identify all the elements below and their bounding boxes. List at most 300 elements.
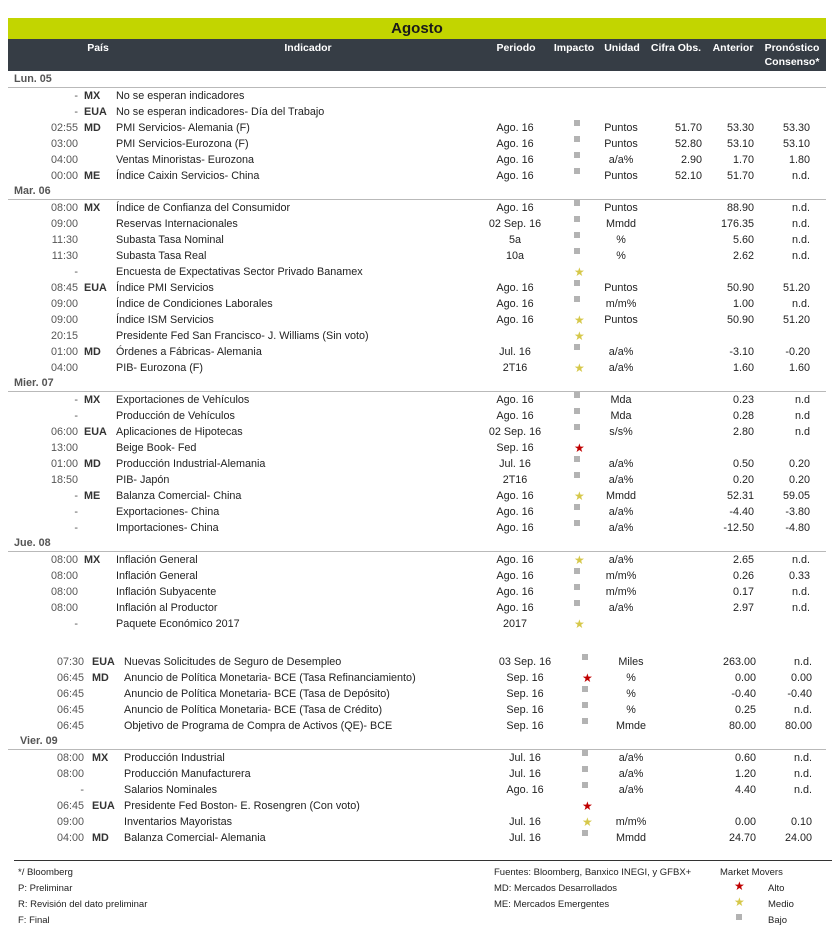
time-cell: 13:00 <box>50 442 78 454</box>
previous-cell: 51.70 <box>726 170 754 182</box>
time-cell: 06:45 <box>56 704 84 716</box>
table-row <box>8 750 826 766</box>
indicator-cell: Producción Manufacturera <box>124 768 251 780</box>
time-cell: - <box>74 394 78 406</box>
table-row <box>8 600 826 616</box>
unit-cell: a/a% <box>608 522 634 534</box>
time-cell: 07:30 <box>56 656 84 668</box>
header-pais: País <box>87 42 109 54</box>
indicator-cell: Inflación General <box>116 570 198 582</box>
note-bloomberg: */ Bloomberg <box>18 867 73 878</box>
forecast-cell: n.d <box>794 410 810 422</box>
indicator-cell: Ventas Minoristas- Eurozona <box>116 154 255 166</box>
period-cell: Jul. 16 <box>499 458 531 470</box>
previous-cell: -0.40 <box>731 688 756 700</box>
square-bajo-icon <box>574 584 580 590</box>
forecast-cell: 51.20 <box>782 314 810 326</box>
header-impacto: Impacto <box>553 42 595 54</box>
square-bajo-icon <box>574 408 580 414</box>
square-bajo-icon <box>574 392 580 398</box>
square-bajo-icon <box>574 600 580 606</box>
unit-cell: Mmdd <box>606 490 636 502</box>
time-cell: - <box>74 506 78 518</box>
star-medio-icon: ★ <box>574 313 585 327</box>
source-md: MD: Mercados Desarrollados <box>494 883 618 894</box>
period-cell: Jul. 16 <box>509 816 541 828</box>
period-cell: Jul. 16 <box>509 768 541 780</box>
period-cell: Ago. 16 <box>496 554 534 566</box>
country-cell: MD <box>84 346 101 358</box>
time-cell: 08:00 <box>50 202 78 214</box>
unit-cell: Mmde <box>616 720 646 732</box>
time-cell: 04:00 <box>50 362 78 374</box>
forecast-cell: n.d. <box>791 234 810 246</box>
previous-cell: 2.97 <box>732 602 754 614</box>
header-periodo: Periodo <box>496 42 536 54</box>
period-cell: Sep. 16 <box>496 442 534 454</box>
previous-cell: 80.00 <box>728 720 756 732</box>
unit-cell: % <box>626 704 636 716</box>
time-cell: 04:00 <box>50 154 78 166</box>
forecast-cell: n.d. <box>793 752 812 764</box>
period-cell: 10a <box>505 250 524 262</box>
table-row <box>8 344 826 360</box>
unit-cell: a/a% <box>608 362 634 374</box>
country-cell: MX <box>84 394 101 406</box>
table-row <box>8 248 826 264</box>
indicator-cell: PMI Servicios-Eurozona (F) <box>116 138 249 150</box>
period-cell: Ago. 16 <box>506 784 544 796</box>
indicator-cell: Producción Industrial-Alemania <box>116 458 266 470</box>
time-cell: 09:00 <box>50 298 78 310</box>
legend-alto-label: Alto <box>768 883 785 894</box>
star-medio-icon: ★ <box>574 489 585 503</box>
unit-cell: Miles <box>618 656 644 668</box>
unit-cell: a/a% <box>618 768 644 780</box>
observed-cell: 52.80 <box>674 138 702 150</box>
time-cell: - <box>74 618 78 630</box>
square-bajo-icon <box>574 504 580 510</box>
forecast-cell: 24.00 <box>784 832 812 844</box>
header-unidad: Unidad <box>604 42 640 54</box>
day-header: Jue. 08 <box>8 536 826 552</box>
day-header: Vier. 09 <box>8 734 826 750</box>
square-bajo-icon <box>582 750 588 756</box>
time-cell: 09:00 <box>50 314 78 326</box>
previous-cell: 0.00 <box>734 672 756 684</box>
indicator-cell: Aplicaciones de Hipotecas <box>116 426 243 438</box>
table-row <box>8 104 826 120</box>
indicator-cell: Índice Caixin Servicios- China <box>116 170 260 182</box>
time-cell: 20:15 <box>50 330 78 342</box>
forecast-cell: 51.20 <box>782 282 810 294</box>
square-bajo-icon <box>574 152 580 158</box>
time-cell: - <box>74 490 78 502</box>
previous-cell: 1.00 <box>732 298 754 310</box>
square-bajo-icon <box>574 280 580 286</box>
period-cell: Ago. 16 <box>496 506 534 518</box>
indicator-cell: Balanza Comercial- Alemania <box>124 832 266 844</box>
forecast-cell: -0.20 <box>785 346 810 358</box>
period-cell: 02 Sep. 16 <box>488 218 542 230</box>
unit-cell: m/m% <box>605 298 637 310</box>
unit-cell: a/a% <box>608 154 634 166</box>
country-cell: ME <box>84 490 101 502</box>
table-row <box>8 488 826 504</box>
previous-cell: 50.90 <box>726 314 754 326</box>
table-row <box>8 616 826 632</box>
unit-cell: % <box>626 672 636 684</box>
square-bajo-icon <box>574 472 580 478</box>
square-bajo-icon <box>574 200 580 206</box>
previous-cell: 2.65 <box>732 554 754 566</box>
previous-cell: 0.50 <box>732 458 754 470</box>
table-row <box>8 766 826 782</box>
indicator-cell: PMI Servicios- Alemania (F) <box>116 122 250 134</box>
table-row <box>8 568 826 584</box>
indicator-cell: Inventarios Mayoristas <box>124 816 233 828</box>
table-row <box>8 702 826 718</box>
period-cell: Sep. 16 <box>506 672 544 684</box>
unit-cell: Puntos <box>604 138 638 150</box>
previous-cell: 53.10 <box>726 138 754 150</box>
square-bajo-icon <box>574 248 580 254</box>
forecast-cell: -0.40 <box>787 688 812 700</box>
star-medio-icon: ★ <box>574 361 585 375</box>
unit-cell: m/m% <box>615 816 647 828</box>
table-row <box>8 312 826 328</box>
table-row <box>8 200 826 216</box>
indicator-cell: Anuncio de Política Monetaria- BCE (Tasa de Crédito) <box>124 704 383 716</box>
unit-cell: a/a% <box>618 752 644 764</box>
indicator-cell: Subasta Tasa Real <box>116 250 207 262</box>
forecast-cell: 0.33 <box>788 570 810 582</box>
period-cell: 2T16 <box>502 362 528 374</box>
period-cell: Ago. 16 <box>496 138 534 150</box>
square-bajo-icon <box>582 830 588 836</box>
forecast-cell: n.d <box>794 394 810 406</box>
square-bajo-icon <box>574 520 580 526</box>
forecast-cell: 1.60 <box>788 362 810 374</box>
time-cell: 18:50 <box>50 474 78 486</box>
indicator-cell: Balanza Comercial- China <box>116 490 242 502</box>
indicator-cell: Inflación al Productor <box>116 602 218 614</box>
indicator-cell: Órdenes a Fábricas- Alemania <box>116 346 262 358</box>
forecast-cell: 80.00 <box>784 720 812 732</box>
table-row <box>8 360 826 376</box>
time-cell: 08:00 <box>56 752 84 764</box>
time-cell: 11:30 <box>51 250 78 262</box>
indicator-cell: Presidente Fed Boston- E. Rosengren (Con voto) <box>124 800 360 812</box>
legend-medio-label: Medio <box>768 899 794 910</box>
forecast-cell: 53.30 <box>782 122 810 134</box>
unit-cell: m/m% <box>605 570 637 582</box>
unit-cell: % <box>626 688 636 700</box>
legend-star-medio-icon: ★ <box>734 895 745 909</box>
previous-cell: 0.28 <box>732 410 754 422</box>
table-row <box>8 328 826 344</box>
previous-cell: 4.40 <box>734 784 756 796</box>
unit-cell: % <box>616 234 626 246</box>
table-row <box>8 686 826 702</box>
table-row <box>8 216 826 232</box>
table-row <box>8 584 826 600</box>
forecast-cell: n.d. <box>791 202 810 214</box>
header-pronostico-line1: Pronóstico <box>764 42 820 54</box>
unit-cell: a/a% <box>608 346 634 358</box>
table-row <box>8 830 826 846</box>
time-cell: 08:00 <box>50 586 78 598</box>
indicator-cell: Inflación General <box>116 554 198 566</box>
note-preliminar: P: Preliminar <box>18 883 73 894</box>
period-cell: 02 Sep. 16 <box>488 426 542 438</box>
table-row <box>8 670 826 686</box>
unit-cell: a/a% <box>608 474 634 486</box>
observed-cell: 2.90 <box>680 154 702 166</box>
forecast-cell: 0.20 <box>788 474 810 486</box>
square-bajo-icon <box>574 296 580 302</box>
time-cell: - <box>74 266 78 278</box>
forecast-cell: n.d. <box>793 784 812 796</box>
country-cell: MX <box>92 752 109 764</box>
table-row <box>8 392 826 408</box>
time-cell: 11:30 <box>51 234 78 246</box>
period-cell: Ago. 16 <box>496 154 534 166</box>
day-header: Mier. 07 <box>8 376 826 392</box>
period-cell: Sep. 16 <box>506 688 544 700</box>
table-row <box>8 504 826 520</box>
period-cell: Ago. 16 <box>496 122 534 134</box>
forecast-cell: -4.80 <box>785 522 810 534</box>
unit-cell: Mda <box>610 410 632 422</box>
period-cell: Ago. 16 <box>496 170 534 182</box>
country-cell: MD <box>92 672 109 684</box>
source-me: ME: Mercados Emergentes <box>494 899 610 910</box>
legend-star-alto-icon: ★ <box>734 879 745 893</box>
time-cell: 03:00 <box>50 138 78 150</box>
country-cell: MD <box>84 122 101 134</box>
square-bajo-icon <box>582 718 588 724</box>
period-cell: Ago. 16 <box>496 490 534 502</box>
time-cell: 01:00 <box>50 346 78 358</box>
forecast-cell: 0.00 <box>790 672 812 684</box>
table-row <box>8 424 826 440</box>
time-cell: 02:55 <box>50 122 78 134</box>
period-cell: Ago. 16 <box>496 410 534 422</box>
table-row <box>8 120 826 136</box>
table-row <box>8 798 826 814</box>
time-cell: 00:00 <box>50 170 78 182</box>
indicator-cell: Encuesta de Expectativas Sector Privado Banamex <box>116 266 363 278</box>
indicator-cell: Índice PMI Servicios <box>116 282 214 294</box>
indicator-cell: Nuevas Solicitudes de Seguro de Desempleo <box>124 656 342 668</box>
square-bajo-icon <box>574 168 580 174</box>
forecast-cell: 0.20 <box>788 458 810 470</box>
forecast-cell: n.d. <box>791 602 810 614</box>
header-pronostico-line2: Consenso* <box>764 56 820 68</box>
time-cell: 08:00 <box>50 554 78 566</box>
star-medio-icon: ★ <box>582 815 593 829</box>
square-bajo-icon <box>574 136 580 142</box>
previous-cell: 53.30 <box>726 122 754 134</box>
indicator-cell: Reservas Internacionales <box>116 218 238 230</box>
square-bajo-icon <box>582 782 588 788</box>
unit-cell: Mmdd <box>616 832 646 844</box>
indicator-cell: Presidente Fed San Francisco- J. Williams (Sin voto) <box>116 330 369 342</box>
unit-cell: % <box>616 250 626 262</box>
unit-cell: a/a% <box>608 458 634 470</box>
header-indicador: Indicador <box>284 42 332 54</box>
unit-cell: a/a% <box>618 784 644 796</box>
indicator-cell: Paquete Económico 2017 <box>116 618 240 630</box>
time-cell: 04:00 <box>56 832 84 844</box>
forecast-cell: n.d. <box>791 218 810 230</box>
period-cell: Ago. 16 <box>496 586 534 598</box>
square-bajo-icon <box>574 216 580 222</box>
period-cell: Jul. 16 <box>509 752 541 764</box>
unit-cell: a/a% <box>608 602 634 614</box>
table-row <box>8 232 826 248</box>
previous-cell: 0.00 <box>734 816 756 828</box>
period-cell: 2T16 <box>502 474 528 486</box>
country-cell: EUA <box>84 282 107 294</box>
previous-cell: 1.60 <box>732 362 754 374</box>
country-cell: MX <box>84 554 101 566</box>
table-row <box>8 472 826 488</box>
table-row <box>8 136 826 152</box>
time-cell: 06:45 <box>56 720 84 732</box>
period-cell: Ago. 16 <box>496 570 534 582</box>
indicator-cell: Anuncio de Política Monetaria- BCE (Tasa Refinanciamiento) <box>124 672 416 684</box>
table-row <box>8 814 826 830</box>
table-row <box>8 296 826 312</box>
time-cell: 09:00 <box>56 816 84 828</box>
table-row <box>8 152 826 168</box>
indicator-cell: Exportaciones- China <box>116 506 220 518</box>
indicator-cell: PIB- Japón <box>116 474 170 486</box>
period-cell: Ago. 16 <box>496 394 534 406</box>
time-cell: 06:00 <box>50 426 78 438</box>
unit-cell: m/m% <box>605 586 637 598</box>
previous-cell: 0.25 <box>734 704 756 716</box>
star-alto-icon: ★ <box>574 441 585 455</box>
period-cell: Ago. 16 <box>496 298 534 310</box>
indicator-cell: Subasta Tasa Nominal <box>116 234 224 246</box>
period-cell: Sep. 16 <box>506 704 544 716</box>
time-cell: - <box>74 90 78 102</box>
legend-title: Market Movers <box>720 867 783 878</box>
period-cell: Ago. 16 <box>496 602 534 614</box>
square-bajo-icon <box>574 456 580 462</box>
indicator-cell: No se esperan indicadores <box>116 90 245 102</box>
indicator-cell: Producción de Vehículos <box>116 410 235 422</box>
previous-cell: -3.10 <box>729 346 754 358</box>
day-header: Mar. 06 <box>8 184 826 200</box>
table-row <box>8 718 826 734</box>
table-row <box>8 552 826 568</box>
period-cell: Ago. 16 <box>496 314 534 326</box>
table-row <box>8 520 826 536</box>
note-final: F: Final <box>18 915 50 926</box>
time-cell: 08:45 <box>50 282 78 294</box>
square-bajo-icon <box>582 654 588 660</box>
star-medio-icon: ★ <box>574 553 585 567</box>
country-cell: MX <box>84 202 101 214</box>
period-cell: Ago. 16 <box>496 282 534 294</box>
forecast-cell: n.d. <box>793 768 812 780</box>
forecast-cell: 0.10 <box>790 816 812 828</box>
indicator-cell: Importaciones- China <box>116 522 219 534</box>
table-row <box>8 440 826 456</box>
square-bajo-icon <box>574 344 580 350</box>
country-cell: MD <box>84 458 101 470</box>
previous-cell: 0.60 <box>734 752 756 764</box>
period-cell: Jul. 16 <box>499 346 531 358</box>
forecast-cell: n.d. <box>793 656 812 668</box>
unit-cell: a/a% <box>608 506 634 518</box>
indicator-cell: Beige Book- Fed <box>116 442 197 454</box>
forecast-cell: n.d. <box>791 170 810 182</box>
star-medio-icon: ★ <box>574 265 585 279</box>
calendar-table <box>8 72 826 846</box>
unit-cell: Puntos <box>604 122 638 134</box>
previous-cell: 0.23 <box>732 394 754 406</box>
country-cell: EUA <box>84 426 107 438</box>
previous-cell: 24.70 <box>728 832 756 844</box>
star-alto-icon: ★ <box>582 671 593 685</box>
unit-cell: Puntos <box>604 170 638 182</box>
table-row <box>8 280 826 296</box>
unit-cell: Mda <box>610 394 632 406</box>
time-cell: - <box>74 522 78 534</box>
previous-cell: 50.90 <box>726 282 754 294</box>
square-bajo-icon <box>582 766 588 772</box>
square-bajo-icon <box>582 686 588 692</box>
forecast-cell: 1.80 <box>788 154 810 166</box>
time-cell: 01:00 <box>50 458 78 470</box>
table-row <box>8 88 826 104</box>
indicator-cell: Índice de Confianza del Consumidor <box>116 202 291 214</box>
indicator-cell: Objetivo de Programa de Compra de Activos (QE)- BCE <box>124 720 393 732</box>
time-cell: 08:00 <box>50 570 78 582</box>
unit-cell: Puntos <box>604 314 638 326</box>
spacer <box>8 632 826 654</box>
unit-cell: s/s% <box>609 426 633 438</box>
period-cell: Jul. 16 <box>509 832 541 844</box>
header-cifra: Cifra Obs. <box>650 42 702 54</box>
indicator-cell: Salarios Nominales <box>124 784 218 796</box>
indicator-cell: Producción Industrial <box>124 752 225 764</box>
period-cell: 03 Sep. 16 <box>498 656 552 668</box>
previous-cell: 176.35 <box>720 218 754 230</box>
time-cell: - <box>80 784 84 796</box>
star-medio-icon: ★ <box>574 329 585 343</box>
forecast-cell: n.d. <box>791 586 810 598</box>
table-row <box>8 264 826 280</box>
table-row <box>8 654 826 670</box>
forecast-cell: -3.80 <box>785 506 810 518</box>
table-header <box>8 39 826 71</box>
forecast-cell: n.d <box>794 426 810 438</box>
country-cell: EUA <box>84 106 107 118</box>
square-bajo-icon <box>574 120 580 126</box>
previous-cell: -4.40 <box>729 506 754 518</box>
period-cell: Ago. 16 <box>496 202 534 214</box>
previous-cell: 0.26 <box>732 570 754 582</box>
indicator-cell: Exportaciones de Vehículos <box>116 394 250 406</box>
square-bajo-icon <box>574 424 580 430</box>
indicator-cell: No se esperan indicadores- Día del Trabajo <box>116 106 325 118</box>
